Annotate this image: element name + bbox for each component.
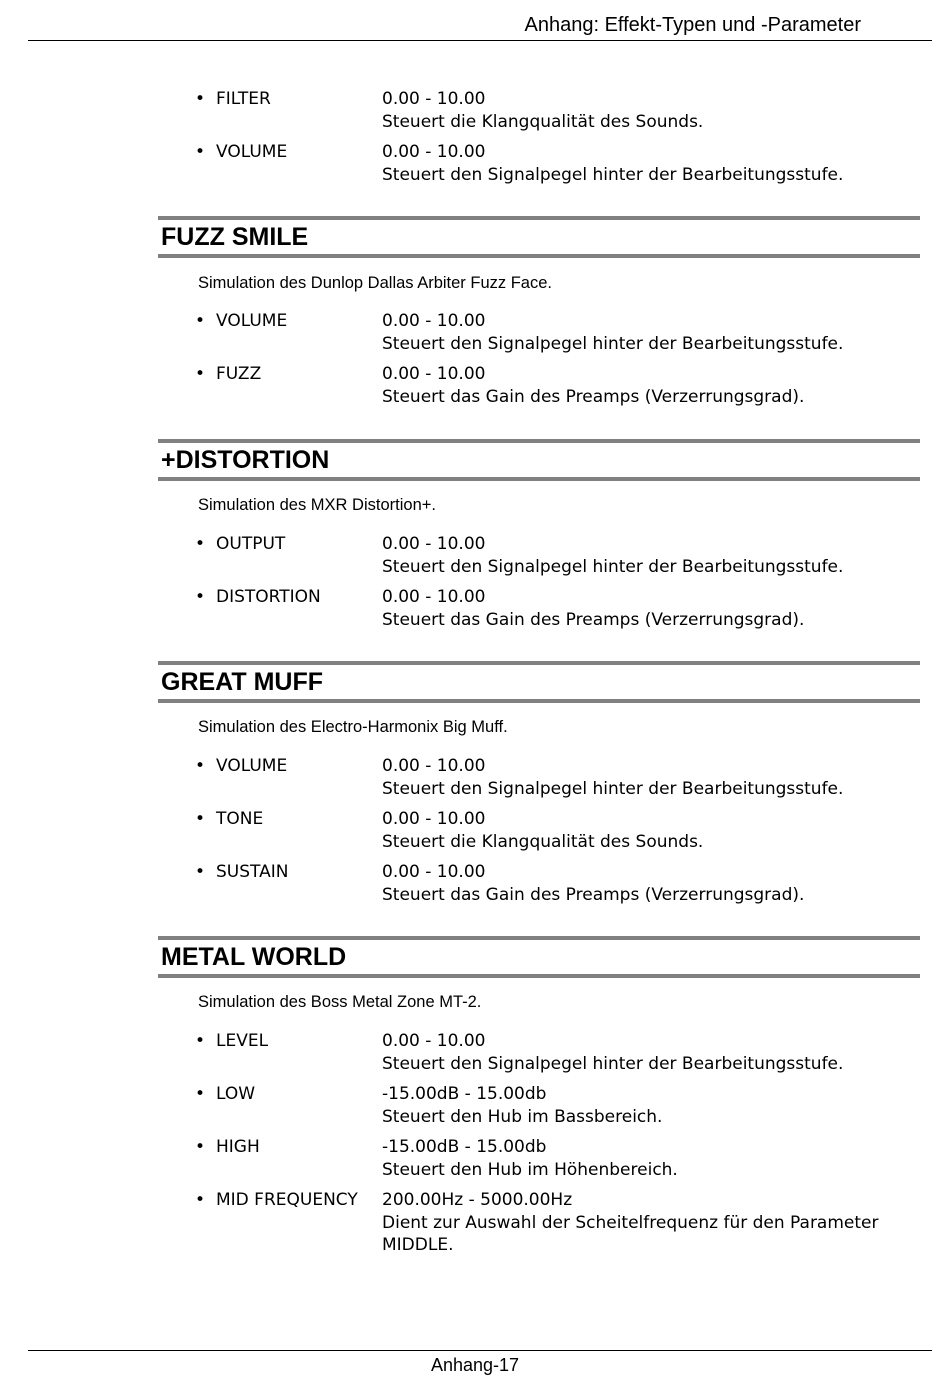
param-description: Steuert das Gain des Preamps (Verzerrungsgrad). bbox=[382, 609, 805, 630]
page-header-title: Anhang: Effekt-Typen und -Parameter bbox=[524, 14, 861, 36]
footer-rule bbox=[28, 1350, 932, 1351]
param-name: MID FREQUENCY bbox=[216, 1190, 358, 1210]
section-title: METAL WORLD bbox=[161, 943, 347, 971]
param-range: 0.00 - 10.00 bbox=[382, 587, 486, 607]
param-description: Steuert das Gain des Preamps (Verzerrungsgrad). bbox=[382, 386, 805, 407]
section-intro: Simulation des Boss Metal Zone MT-2. bbox=[198, 993, 482, 1011]
param-name: TONE bbox=[216, 809, 264, 829]
section-header-fuzz-smile bbox=[158, 216, 920, 258]
param-name: VOLUME bbox=[216, 756, 288, 776]
param-description: Steuert den Signalpegel hinter der Bearbeitungsstufe. bbox=[382, 778, 844, 799]
param-description: Steuert den Signalpegel hinter der Bearbeitungsstufe. bbox=[382, 333, 844, 354]
param-range: 0.00 - 10.00 bbox=[382, 142, 486, 162]
section-title: GREAT MUFF bbox=[161, 668, 324, 696]
param-range: 0.00 - 10.00 bbox=[382, 1031, 486, 1051]
param-name: FILTER bbox=[216, 89, 271, 109]
bullet-icon: • bbox=[195, 364, 206, 384]
bullet-icon: • bbox=[195, 1190, 206, 1210]
param-range: 200.00Hz - 5000.00Hz bbox=[382, 1190, 573, 1210]
section-intro: Simulation des Dunlop Dallas Arbiter Fuzz Face. bbox=[198, 274, 552, 292]
header-rule bbox=[28, 40, 932, 41]
bullet-icon: • bbox=[195, 142, 206, 162]
param-name: FUZZ bbox=[216, 364, 262, 384]
param-range: 0.00 - 10.00 bbox=[382, 364, 486, 384]
param-range: -15.00dB - 15.00db bbox=[382, 1137, 547, 1157]
section-intro: Simulation des MXR Distortion+. bbox=[198, 496, 436, 514]
param-name: LOW bbox=[216, 1084, 256, 1104]
param-description: Steuert den Hub im Bassbereich. bbox=[382, 1106, 663, 1127]
param-range: 0.00 - 10.00 bbox=[382, 311, 486, 331]
bullet-icon: • bbox=[195, 756, 206, 776]
param-description: Steuert die Klangqualität des Sounds. bbox=[382, 831, 704, 852]
param-range: 0.00 - 10.00 bbox=[382, 534, 486, 554]
bullet-icon: • bbox=[195, 311, 206, 331]
param-description: Steuert den Hub im Höhenbereich. bbox=[382, 1159, 678, 1180]
param-name: HIGH bbox=[216, 1137, 260, 1157]
param-description: Steuert den Signalpegel hinter der Bearbeitungsstufe. bbox=[382, 1053, 844, 1074]
param-range: -15.00dB - 15.00db bbox=[382, 1084, 547, 1104]
section-title: +DISTORTION bbox=[161, 446, 330, 474]
param-name: VOLUME bbox=[216, 311, 288, 331]
bullet-icon: • bbox=[195, 587, 206, 607]
page-number: Anhang-17 bbox=[430, 1355, 520, 1375]
section-intro: Simulation des Electro-Harmonix Big Muff. bbox=[198, 718, 508, 736]
bullet-icon: • bbox=[195, 89, 206, 109]
section-header-metal-world bbox=[158, 936, 920, 978]
bullet-icon: • bbox=[195, 534, 206, 554]
param-range: 0.00 - 10.00 bbox=[382, 862, 486, 882]
section-header-great-muff bbox=[158, 661, 920, 703]
bullet-icon: • bbox=[195, 1031, 206, 1051]
param-name: LEVEL bbox=[216, 1031, 269, 1051]
param-range: 0.00 - 10.00 bbox=[382, 809, 486, 829]
param-description: Steuert den Signalpegel hinter der Bearbeitungsstufe. bbox=[382, 556, 844, 577]
param-range: 0.00 - 10.00 bbox=[382, 756, 486, 776]
param-name: DISTORTION bbox=[216, 587, 321, 607]
bullet-icon: • bbox=[195, 1137, 206, 1157]
section-header-distortion bbox=[158, 439, 920, 481]
param-name: SUSTAIN bbox=[216, 862, 289, 882]
bullet-icon: • bbox=[195, 1084, 206, 1104]
param-description: Steuert den Signalpegel hinter der Bearbeitungsstufe. bbox=[382, 164, 844, 185]
param-description: Dient zur Auswahl der Scheitelfrequenz für den Parameter MIDDLE. bbox=[382, 1212, 879, 1255]
section-title: FUZZ SMILE bbox=[161, 223, 309, 251]
param-name: OUTPUT bbox=[216, 534, 286, 554]
param-range: 0.00 - 10.00 bbox=[382, 89, 486, 109]
bullet-icon: • bbox=[195, 809, 206, 829]
param-description: Steuert das Gain des Preamps (Verzerrungsgrad). bbox=[382, 884, 805, 905]
param-description: Steuert die Klangqualität des Sounds. bbox=[382, 111, 704, 132]
bullet-icon: • bbox=[195, 862, 206, 882]
param-name: VOLUME bbox=[216, 142, 288, 162]
